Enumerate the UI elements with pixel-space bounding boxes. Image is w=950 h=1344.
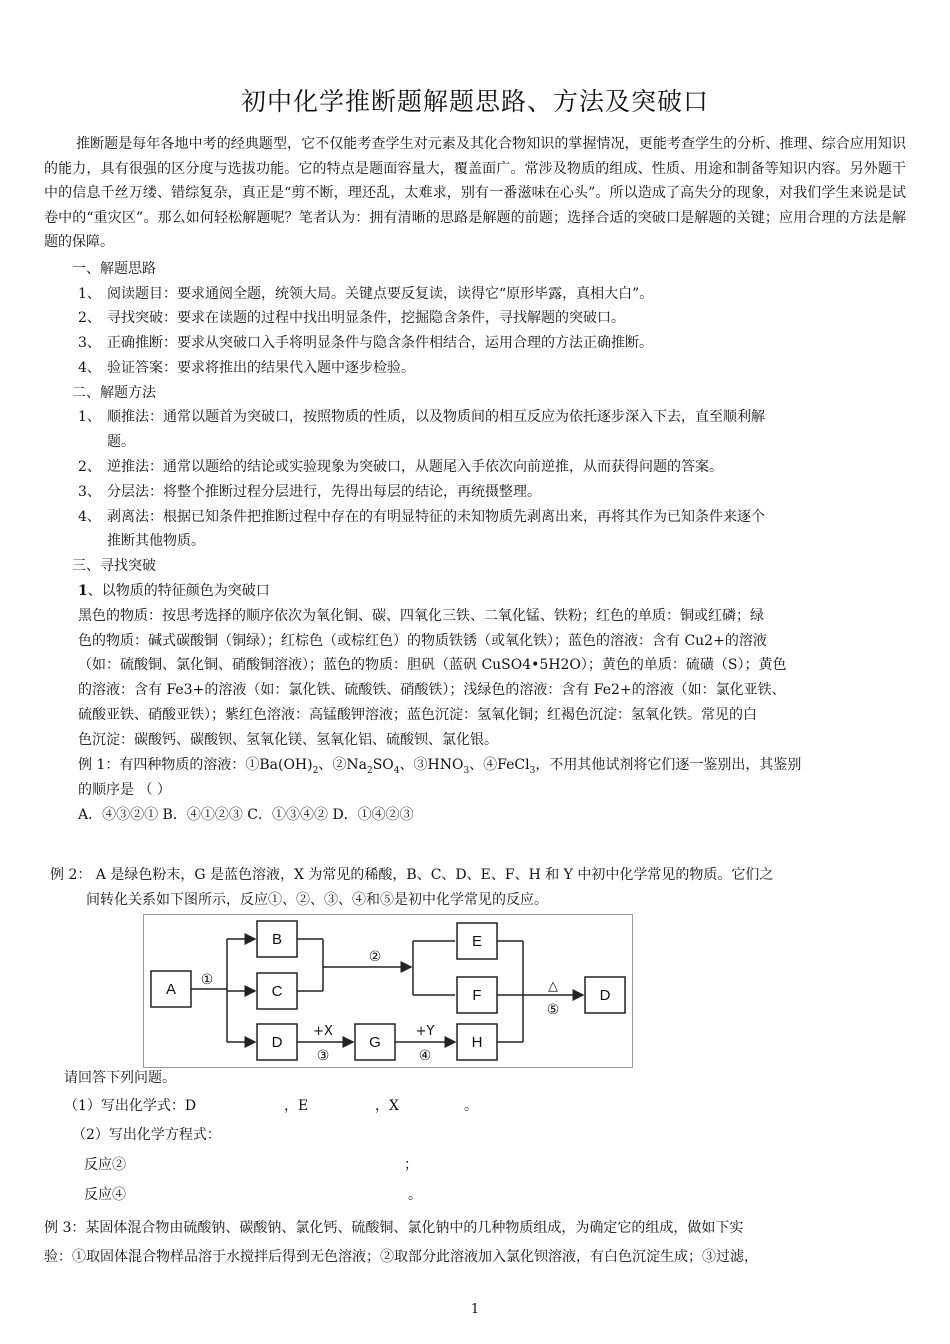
color-line: 黑色的物质：按思考选择的顺序依次为氧化铜、碳、四氧化三铁、二氧化锰、铁粉；红色的单质：铜或红磷；绿 <box>78 608 764 624</box>
section3-sub-text: 、以物质的特征颜色为突破口 <box>87 583 270 599</box>
section2-item-num: 3、 <box>78 484 101 500</box>
example1-answer-blank: 的顺序是 （ ） <box>78 782 171 798</box>
section2-item-text: 逆推法：通常以题给的结论或实验现象为突破口，从题尾入手依次向前逆推，从而获得问题的答案。 <box>107 459 723 475</box>
example1-text: 例 1：有四种物质的溶液：①Ba(OH) <box>78 757 313 773</box>
reaction-4-marker: ④ <box>418 1048 432 1064</box>
example1-options: A．④③②① B．④①②③ C．①③④② D．①④②③ <box>78 807 414 823</box>
example1-text: 、②Na <box>318 757 367 773</box>
reaction4-label: 反应④ <box>84 1187 126 1203</box>
reaction4-end: 。 <box>408 1187 422 1203</box>
section1-item-text: 寻找突破：要求在读题的过程中找出明显条件，挖掘隐含条件，寻找解题的突破口。 <box>107 310 625 326</box>
section2-heading: 二、解题方法 <box>72 385 156 401</box>
q1-x-label: ，X <box>375 1098 399 1114</box>
label-b: B <box>271 931 283 948</box>
page-title: 初中化学推断题解题思路、方法及突破口 <box>240 87 709 116</box>
label-d2: D <box>599 987 611 1004</box>
section2-item-num: 2、 <box>78 459 101 475</box>
section3-subheading <box>78 579 270 603</box>
color-line: 硫酸亚铁、硝酸亚铁）；紫红色溶液：高锰酸钾溶液；蓝色沉淀：氢氧化铜；红褐色沉淀：氢氧化铁。常见的白 <box>78 707 757 723</box>
color-line: （如：硫酸铜、氯化铜、硝酸铜溶液）；蓝色的物质：胆矾（蓝矾 CuSO4•5H2O）；黄色的单质：硫磺（S）；黄色 <box>78 657 787 673</box>
q1-end: 。 <box>464 1098 478 1114</box>
plus-x-label: +X <box>313 1024 333 1039</box>
color-line: 的溶液：含有 Fe3+的溶液（如：氯化铁、硫酸铁、硝酸铁）；浅绿色的溶液：含有 Fe2+的溶液（如：氯化亚铁、 <box>78 682 786 698</box>
section2-item-cont: 题。 <box>107 434 135 450</box>
section2-item-num: 1、 <box>78 409 101 425</box>
label-g: G <box>369 1034 381 1051</box>
reaction2-end: ； <box>404 1157 418 1173</box>
example1-question <box>78 753 801 783</box>
section2-item-text: 顺推法：通常以题首为突破口，按照物质的性质，以及物质间的相互反应为依托逐步深入下去，直至顺利解 <box>107 409 765 425</box>
page-number: 1 <box>470 1302 480 1317</box>
example1-text: 、④FeCl <box>469 757 530 773</box>
label-e: E <box>471 933 483 950</box>
section1-item-num: 3、 <box>78 335 101 351</box>
section2-item-num: 4、 <box>78 509 101 525</box>
section3-heading: 三、寻找突破 <box>72 558 156 574</box>
intro-paragraph: 推断题是每年各地中考的经典题型，它不仅能考查学生对元素及其化合物知识的掌握情况，更能考查学生的分析、推理、综合应用知识的能力，具有很强的区分度与选拔功能。它的特点是题面容量大，覆盖面广。常涉及物质的组成、性质、用途和制备等知识内容。另外题干中的信息千丝万缕、错综复杂，真正是“剪不断，理还乱，太难求，别有一番滋味在心头”。所以造成了高失分的现象，对我们学生来说是试卷中的“重灾区”。那么如何轻松解题呢？笔者认为：拥有清晰的思路是解题的前题；选择合适的突破口是解题的关键；应用合理的方法是解题的保障。 <box>44 136 906 251</box>
section1-item-num: 2、 <box>78 310 101 326</box>
example1-text: 、③HNO <box>399 757 464 773</box>
example1-text: SO <box>372 757 394 773</box>
section3-sub-num: 1 <box>78 583 88 599</box>
section1-item-text: 正确推断：要求从突破口入手将明显条件与隐含条件相结合，运用合理的方法正确推断。 <box>107 335 653 351</box>
section1-item-text: 阅读题目：要求通阅全题，统领大局。关键点要反复读，读得它“原形毕露，真相大白”。 <box>107 286 654 302</box>
reaction2-label: 反应② <box>84 1157 126 1173</box>
subscript: 3 <box>529 765 536 776</box>
section1-item-text: 验证答案：要求将推出的结果代入题中逐步检验。 <box>107 360 415 376</box>
q2-label: （2）写出化学方程式： <box>72 1127 221 1143</box>
label-h: H <box>471 1034 483 1051</box>
example2-line: 间转化关系如下图所示，反应①、②、③、④和⑤是初中化学常见的反应。 <box>86 892 548 908</box>
label-c: C <box>271 983 283 1000</box>
example3-line: 验：①取固体混合物样品溶于水搅拌后得到无色溶液；②取部分此溶液加入氯化钡溶液，有白色沉淀生成；③过滤， <box>44 1249 758 1265</box>
reaction-3-marker: ③ <box>316 1048 330 1064</box>
q1-label: （1）写出化学式：D <box>64 1098 197 1114</box>
subscript: 3 <box>463 765 470 776</box>
section2-item-cont: 推断其他物质。 <box>107 533 205 549</box>
plus-y-label: +Y <box>415 1024 435 1039</box>
example2-prompt: 请回答下列问题。 <box>64 1070 176 1086</box>
example2-line: 例 2： A 是绿色粉末，G 是蓝色溶液，X 为常见的稀酸，B、C、D、E、F、H 和 Y 中初中化学常见的物质。它们之 <box>50 867 774 883</box>
label-a: A <box>165 981 177 998</box>
section1-item-num: 4、 <box>78 360 101 376</box>
subscript: 2 <box>312 765 319 776</box>
label-f: F <box>472 987 482 1004</box>
label-d: D <box>271 1034 283 1051</box>
example3-line: 例 3：某固体混合物由硫酸钠、碳酸钠、氯化钙、硫酸铜、氯化钠中的几种物质组成，为确定它的组成，做如下实 <box>44 1220 744 1236</box>
color-line: 色沉淀：碳酸钙、碳酸钡、氢氧化镁、氢氧化铝、硫酸钡、氯化银。 <box>78 732 498 748</box>
section1-heading: 一、解题思路 <box>72 261 156 277</box>
section2-item-text: 剥离法：根据已知条件把推断过程中存在的有明显特征的未知物质先剥离出来，再将其作为已知条件来逐个 <box>107 509 765 525</box>
q1-e-label: ，E <box>284 1098 309 1114</box>
section2-item-text: 分层法：将整个推断过程分层进行，先得出每层的结论，再统摄整理。 <box>107 484 541 500</box>
reaction-2-marker: ② <box>368 949 382 965</box>
subscript: 4 <box>393 765 400 776</box>
heat-label: △ <box>548 979 558 994</box>
section1-item-num: 1、 <box>78 286 101 302</box>
color-line: 色的物质：碱式碳酸铜（铜绿）；红棕色（或棕红色）的物质铁锈（或氧化铁）；蓝色的溶液：含有 Cu2+的溶液 <box>78 633 767 649</box>
example1-text: ，不用其他试剂将它们逐一鉴别出，其鉴别 <box>535 757 802 773</box>
subscript: 2 <box>366 765 373 776</box>
reaction-5-marker: ⑤ <box>546 1002 560 1018</box>
reaction-diagram <box>143 914 633 1068</box>
reaction-1-marker: ① <box>200 972 214 988</box>
